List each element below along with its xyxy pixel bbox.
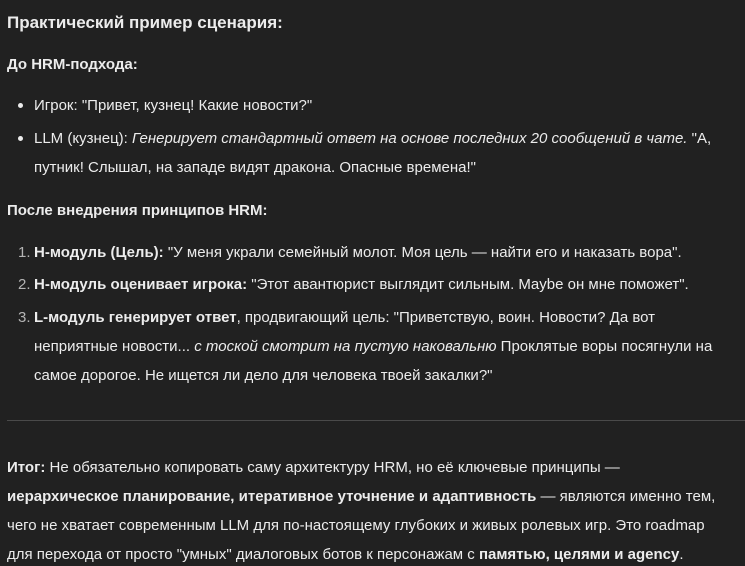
- list-number: 3.: [18, 309, 31, 326]
- italic-action: с тоской смотрит на пустую наковальню: [194, 338, 497, 355]
- summary-line-4: для перехода от просто "умных" диалоговых ботов к персонажам с памятью, целями и agency.: [7, 546, 684, 563]
- after-item-3: L-модуль генерирует ответ, продвигающий цель: "Приветствую, воин. Новости? Да вот: [34, 309, 656, 326]
- after-item-1: H-модуль (Цель): "У меня украли семейный молот. Моя цель — найти его и наказать вора".: [34, 244, 682, 261]
- section-heading: Практический пример сценария:: [7, 13, 283, 32]
- summary-line-3: чего не хватает современным LLM для по-настоящему глубоких и живых ролевых игр. Это roadmap: [7, 517, 705, 534]
- after-item-3-cont: неприятные новости... с тоской смотрит на пустую наковальню Проклятые воры посягнули на: [34, 338, 713, 355]
- before-item-2: LLM (кузнец): Генерирует стандартный ответ на основе последних 20 сообщений в чате. "А,: [34, 130, 712, 147]
- summary-line-2: иерархическое планирование, итеративное уточнение и адаптивность — являются именно тем,: [7, 488, 716, 505]
- after-item-2: H-модуль оценивает игрока: "Этот авантюрист выглядит сильным. Maybe он мне поможет".: [34, 276, 689, 293]
- bullet-marker: [18, 136, 23, 141]
- before-item-2-cont: путник! Слышал, на западе видят дракона. Опасные времена!": [34, 159, 476, 176]
- after-item-3-cont: самое дорогое. Не ищется ли дело для человека твоей закалки?": [34, 367, 493, 384]
- divider: [7, 420, 745, 421]
- before-item-1: Игрок: "Привет, кузнец! Какие новости?": [34, 97, 313, 114]
- list-number: 1.: [18, 244, 31, 261]
- after-label: После внедрения принципов HRM:: [7, 202, 268, 219]
- italic-note: Генерирует стандартный ответ на основе последних 20 сообщений в чате.: [132, 130, 688, 147]
- before-label: До HRM-подхода:: [7, 56, 138, 73]
- list-number: 2.: [18, 276, 31, 293]
- summary-line-1: Итог: Не обязательно копировать саму архитектуру HRM, но её ключевые принципы —: [7, 459, 620, 476]
- bullet-marker: [18, 103, 23, 108]
